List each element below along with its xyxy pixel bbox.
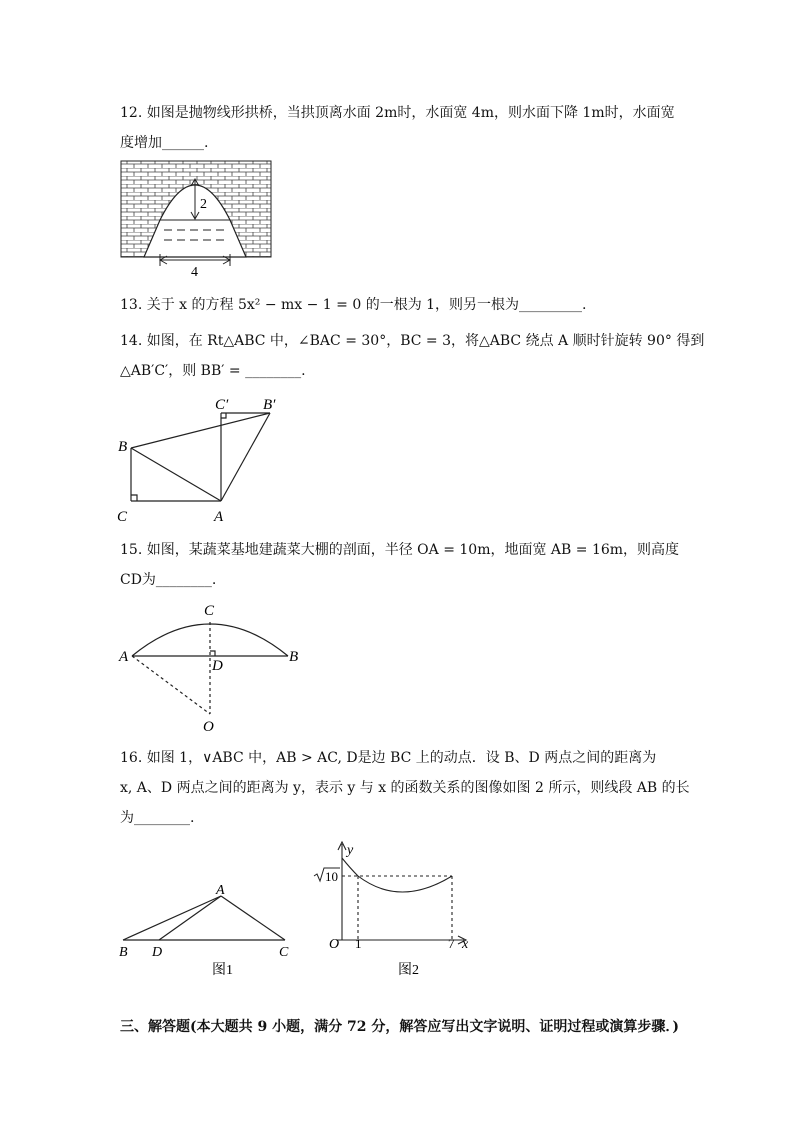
- q16-figure2-graph: [310, 838, 480, 980]
- q16-fig2-label-y: y: [347, 843, 354, 858]
- q16-fig1-caption: 图1: [212, 963, 233, 978]
- q16-text-line3: 为________.: [120, 810, 195, 826]
- q16-fig2-label-x: x: [462, 937, 469, 952]
- section3-heading: 三、解答题(本大题共 9 小题，满分 72 分，解答应写出文字说明、证明过程或演算步骤．): [120, 1019, 679, 1035]
- q15-text-line1: 15. 如图，某蔬菜基地建蔬菜大棚的剖面，半径 OA = 10m，地面宽 AB = 16m，则高度: [120, 542, 680, 558]
- q14-label-b: B: [118, 439, 128, 455]
- q16-fig1-label-a: A: [216, 883, 225, 898]
- q12-bridge-figure: [120, 160, 272, 280]
- q15-text-line2: CD为________.: [120, 572, 217, 588]
- q14-label-a: A: [214, 509, 224, 525]
- q16-fig2-tick-sqrt10: 10: [325, 869, 338, 884]
- q15-label-a: A: [119, 649, 129, 665]
- q16-fig2-label-o: O: [329, 937, 340, 952]
- q16-fig2-tick-7: 7: [448, 936, 455, 951]
- q16-fig2-caption: 图2: [398, 963, 419, 978]
- q12-text-line2: 度增加______.: [120, 135, 209, 151]
- q16-figure1-triangle: [115, 880, 300, 980]
- q14-label-c: C: [117, 509, 128, 525]
- q16-text-line2: x, A、D 两点之间的距离为 y，表示 y 与 x 的函数关系的图像如图 2 所示，则线段 AB 的长: [120, 780, 690, 796]
- q15-label-c: C: [204, 603, 215, 619]
- q15-label-d: D: [212, 658, 223, 674]
- q12-width-label: 4: [191, 265, 198, 280]
- q16-fig1-label-c: C: [279, 945, 289, 960]
- q15-greenhouse-figure: [115, 600, 310, 735]
- q14-text-line1: 14. 如图，在 Rt△ABC 中，∠BAC = 30°，BC = 3，将△ABC 绕点 A 顺时针旋转 90° 得到: [120, 333, 705, 349]
- q14-rotation-figure: [115, 390, 290, 525]
- q16-text-line1: 16. 如图 1，∨ABC 中，AB > AC, D是边 BC 上的动点．设 B、D 两点之间的距离为: [120, 750, 657, 766]
- q12-height-label: 2: [200, 197, 207, 212]
- q15-label-b: B: [289, 649, 299, 665]
- q16-fig1-label-b: B: [119, 945, 128, 960]
- q14-label-bprime: B′: [263, 397, 276, 413]
- q13-text-line1: 13. 关于 x 的方程 5x² − mx − 1 = 0 的一根为 1，则另一根为_________.: [120, 297, 587, 313]
- q16-fig1-label-d: D: [152, 945, 163, 960]
- q12-text-line1: 12. 如图是抛物线形拱桥，当拱顶离水面 2m时，水面宽 4m，则水面下降 1m时，水面宽: [120, 105, 675, 121]
- q14-label-cprime: C′: [215, 397, 229, 413]
- q15-label-o: O: [203, 719, 214, 735]
- q16-fig2-tick-1: 1: [355, 936, 362, 951]
- q14-text-line2: △AB′C′，则 BB′ = ________.: [120, 363, 306, 379]
